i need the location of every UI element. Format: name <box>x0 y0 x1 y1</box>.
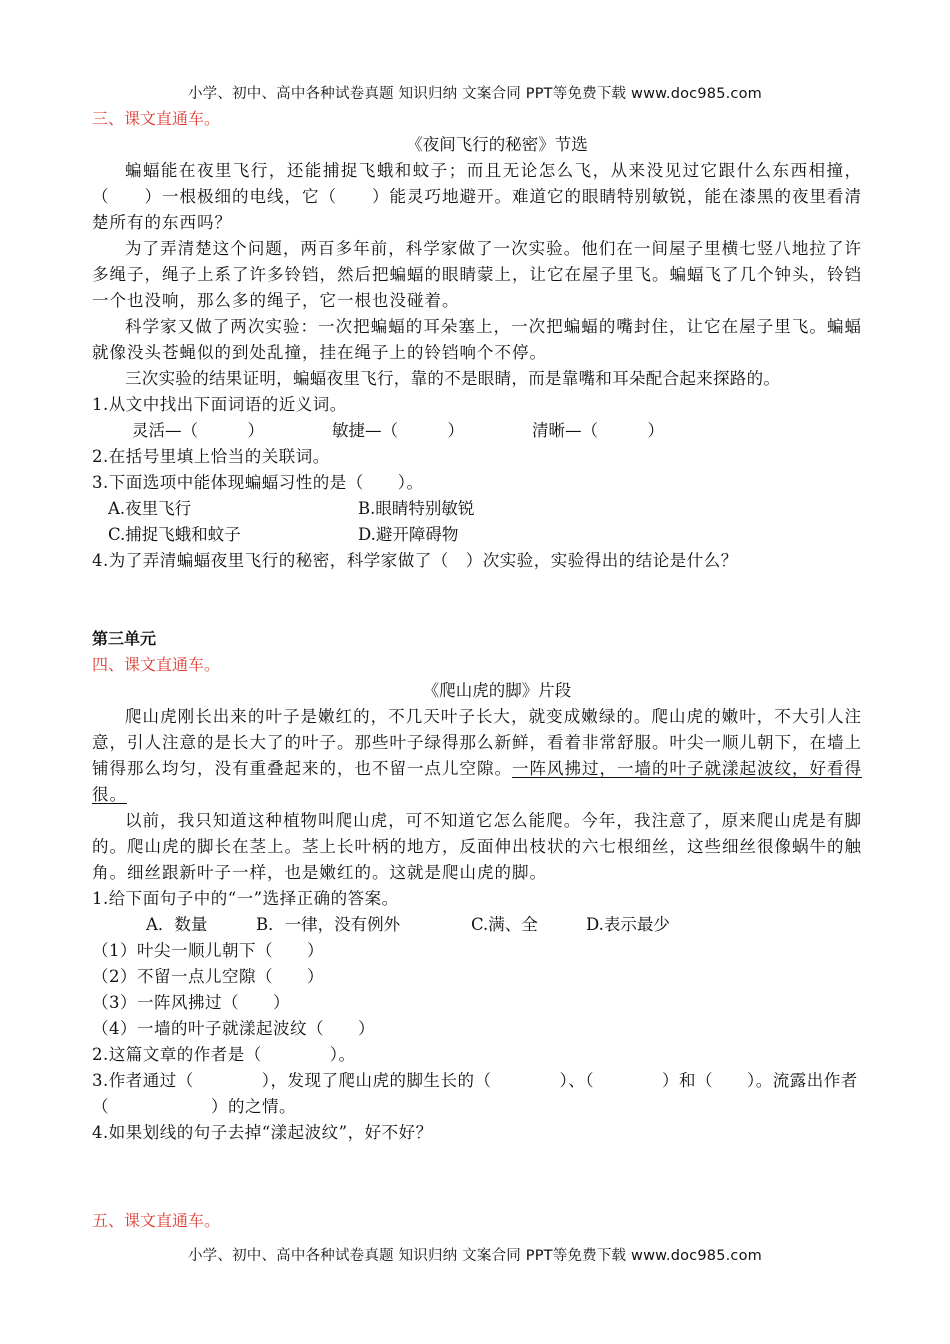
section-3-heading: 三、课文直通车。 <box>92 109 221 128</box>
passage-paragraph: 以前，我只知道这种植物叫爬山虎，可不知道它怎么能爬。今年，我注意了，原来爬山虎是有脚的。爬山虎的脚长在茎上。茎上长叶柄的地方，反面伸出枝状的六七根细丝，这些细丝很像蜗牛的触角。细丝跟新叶子一样，也是嫩红的。这就是爬山虎的脚。 <box>92 811 862 882</box>
passage-paragraph: 三次实验的结果证明，蝙蝠夜里飞行，靠的不是眼睛，而是靠嘴和耳朵配合起来探路的。 <box>125 369 781 388</box>
question-1: 1.给下面句子中的“一”选择正确的答案。 <box>92 889 399 908</box>
question-2: 2.这篇文章的作者是（ ）。 <box>92 1045 356 1064</box>
options-row <box>92 496 862 522</box>
passage-paragraph: 为了弄清楚这个问题，两百多年前，科学家做了一次实验。他们在一间屋子里横七竖八地拉了许多绳子，绳子上系了许多铃铛，然后把蝙蝠的眼睛蒙上，让它在屋子里飞。蝙蝠飞了几个钟头，铃铛一个也没响，那么多的绳子，它一根也没碰着。 <box>92 239 862 310</box>
paragraph-text: 爬山虎刚长出来的叶子是嫩红的，不几天叶子长大，就变成嫩绿的。爬山虎的嫩叶，不大引人注意，引人注意的是长大了的叶子。那些叶子绿得那么新鲜，看着非常舒服。叶尖一顺儿朝下，在墙上铺得那么均匀，没有重叠起来的，也不留一点儿空隙。 <box>92 707 862 778</box>
question-3: 3.作者通过（ ），发现了爬山虎的脚生长的（ ）、（ ）和（ ）。流露出作者（ ）的之情。 <box>92 1071 858 1116</box>
section-5-heading: 五、课文直通车。 <box>92 1211 221 1230</box>
synonym-item: 灵活—（ ） <box>132 421 264 440</box>
passage-title-ivy: 《爬山虎的脚》片段 <box>422 681 572 700</box>
option: B．一律，没有例外 <box>256 915 401 934</box>
option: C.捕捉飞蛾和蚊子 <box>108 525 241 544</box>
page-content <box>92 106 862 1234</box>
section-4-heading: 四、课文直通车。 <box>92 655 221 674</box>
question-4: 4.如果划线的句子去掉“漾起波纹”，好不好？ <box>92 1123 433 1142</box>
sub-question: （1）叶尖一顺儿朝下（ ） <box>92 941 324 960</box>
options-row <box>92 912 862 938</box>
options-row <box>92 522 862 548</box>
sub-question: （3）一阵风拂过（ ） <box>92 993 290 1012</box>
synonym-items <box>92 418 862 444</box>
question-4: 4.为了弄清蝙蝠夜里飞行的秘密，科学家做了（ ）次实验，实验得出的结论是什么？ <box>92 551 738 570</box>
passage-paragraph: 科学家又做了两次实验：一次把蝙蝠的耳朵塞上，一次把蝙蝠的嘴封住，让它在屋子里飞。蝙蝠就像没头苍蝇似的到处乱撞，挂在绳子上的铃铛响个不停。 <box>92 317 862 362</box>
option: D.避开障碍物 <box>358 525 459 544</box>
option: A.夜里飞行 <box>108 499 192 518</box>
option: D.表示最少 <box>586 915 670 934</box>
synonym-item: 清晰—（ ） <box>532 421 664 440</box>
passage-paragraph: 蝙蝠能在夜里飞行，还能捕捉飞蛾和蚊子；而且无论怎么飞，从来没见过它跟什么东西相撞，（ ）一根极细的电线，它（ ）能灵巧地避开。难道它的眼睛特别敏锐，能在漆黑的夜里看清楚所有的东西吗？ <box>92 161 862 232</box>
synonym-item: 敏捷—（ ） <box>332 421 464 440</box>
option: A．数量 <box>146 915 208 934</box>
question-2: 2.在括号里填上恰当的关联词。 <box>92 447 330 466</box>
passage-title-bats: 《夜间飞行的秘密》节选 <box>406 135 588 154</box>
page-footer: 小学、初中、高中各种试卷真题 知识归纳 文案合同 PPT等免费下载 www.doc985.com <box>187 1248 763 1264</box>
sub-question: （2）不留一点儿空隙（ ） <box>92 967 324 986</box>
question-3: 3.下面选项中能体现蝙蝠习性的是（ ）。 <box>92 473 424 492</box>
underlined-sentence: 一阵风拂过，一墙的叶子就漾起波纹，好看得很。 <box>92 759 862 804</box>
passage-paragraph <box>92 704 862 808</box>
option: C.满、全 <box>471 915 538 934</box>
option: B.眼睛特别敏锐 <box>358 499 475 518</box>
page-header: 小学、初中、高中各种试卷真题 知识归纳 文案合同 PPT等免费下载 www.doc985.com <box>187 86 763 102</box>
unit-heading: 第三单元 <box>92 629 157 648</box>
sub-question: （4）一墙的叶子就漾起波纹（ ） <box>92 1019 375 1038</box>
question-1: 1.从文中找出下面词语的近义词。 <box>92 395 347 414</box>
